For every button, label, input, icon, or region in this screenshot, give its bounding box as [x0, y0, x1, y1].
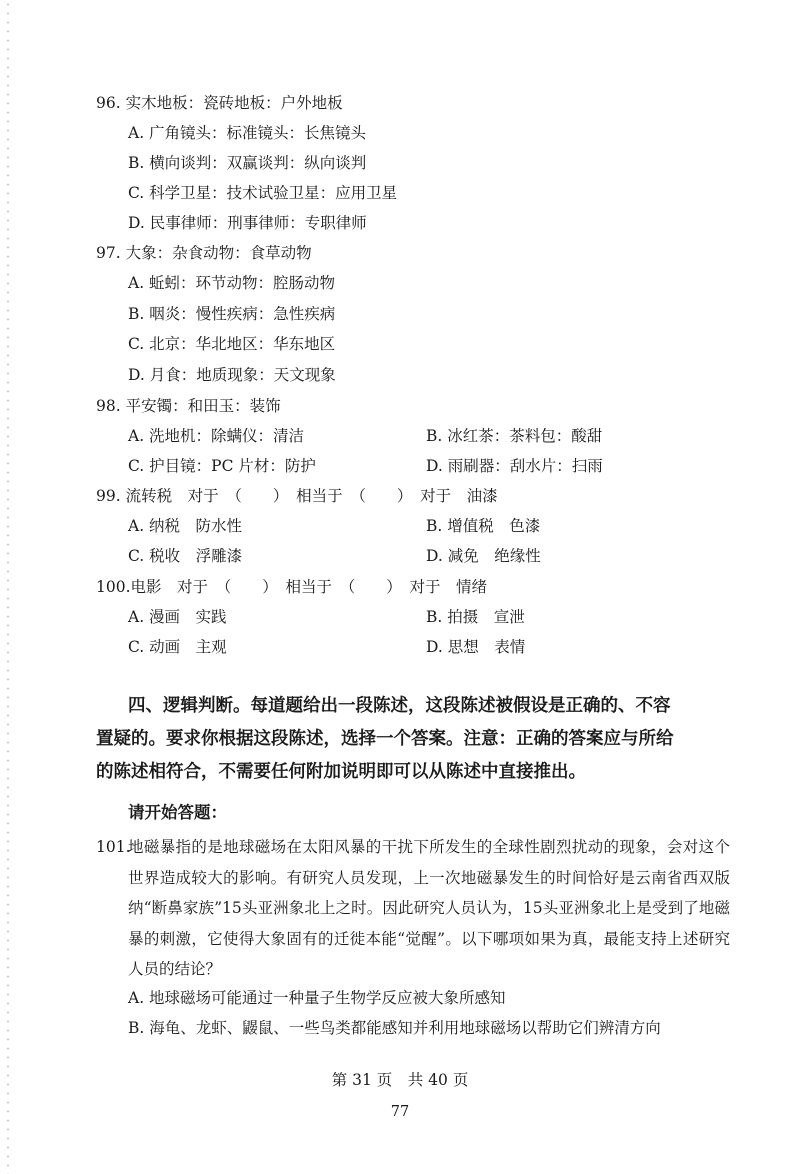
start-prompt: 请开始答题：	[128, 803, 227, 822]
question-100-option-c: C. 动画 主观	[128, 638, 227, 656]
question-101-text: 地磁暴指的是地球磁场在太阳风暴的干扰下所发生的全球性剧烈扰动的现象，会对这个世界造成较大的影响。有研究人员发现，上一次地磁暴发生的时间恰好是云南省西双版纳“断鼻家族”15头亚洲象北上之时。因此研究人员认为，15头亚洲象北上是受到了地磁暴的刺激，它使得大象固有的迁徙本能“觉醒”。以下哪项如果为真，最能支持上述研究人员的结论？	[128, 838, 730, 978]
section-heading-line-1: 四、逻辑判断。每道题给出一段陈述，这段陈述被假设是正确的、不容	[128, 696, 671, 716]
question-101-number: 101.	[96, 838, 131, 856]
question-97-option-c: C. 北京：华北地区：华东地区	[128, 335, 336, 353]
question-99-option-b: B. 增值税 色漆	[426, 517, 541, 535]
question-101-option-b: B. 海龟、龙虾、鼹鼠、一些鸟类都能感知并利用地球磁场以帮助它们辨清方向	[128, 1019, 661, 1037]
question-96-option-c: C. 科学卫星：技术试验卫星：应用卫星	[128, 184, 398, 202]
question-98-option-c: C. 护目镜：PC 片材：防护	[128, 457, 316, 475]
binding-margin-dots	[6, 0, 10, 1174]
question-99-option-c: C. 税收 浮雕漆	[128, 547, 243, 565]
question-96-option-b: B. 横向谈判：双赢谈判：纵向谈判	[128, 154, 367, 172]
question-99-option-a: A. 纳税 防水性	[128, 517, 243, 535]
question-96-stem: 96. 实木地板：瓷砖地板：户外地板	[96, 94, 343, 112]
question-100-stem: 100.电影 对于 （ ） 相当于 （ ） 对于 情绪	[96, 578, 488, 596]
section-heading-line-3: 的陈述相符合，不需要任何附加说明即可以从陈述中直接推出。	[96, 762, 586, 782]
question-100-option-b: B. 拍摄 宣泄	[426, 608, 525, 626]
question-98-stem: 98. 平安镯：和田玉：装饰	[96, 397, 281, 415]
question-99-option-d: D. 减免 绝缘性	[426, 547, 541, 565]
question-96-option-d: D. 民事律师：刑事律师：专职律师	[128, 214, 367, 232]
section-heading	[96, 690, 728, 789]
question-97-stem: 97. 大象：杂食动物：食草动物	[96, 244, 312, 262]
question-98-option-d: D. 雨刷器：刮水片：扫雨	[426, 457, 603, 475]
page-number: 77	[390, 1104, 410, 1120]
question-100-option-d: D. 思想 表情	[426, 638, 526, 656]
question-101-option-a: A. 地球磁场可能通过一种量子生物学反应被大象所感知	[128, 989, 506, 1007]
question-99-stem: 99. 流转税 对于 （ ） 相当于 （ ） 对于 油漆	[96, 487, 498, 505]
question-97-option-d: D. 月食：地质现象：天文现象	[128, 366, 336, 384]
page-label: 第 31 页 共 40 页	[331, 1071, 469, 1089]
question-98-option-b: B. 冰红茶：茶料包：酸甜	[426, 427, 603, 445]
question-97-option-a: A. 蚯蚓：环节动物：腔肠动物	[128, 274, 336, 292]
question-97-option-b: B. 咽炎：慢性疾病：急性疾病	[128, 305, 336, 323]
question-101	[96, 832, 730, 985]
question-98-option-a: A. 洗地机：除螨仪：清洁	[128, 427, 305, 445]
question-96-option-a: A. 广角镜头：标准镜头：长焦镜头	[128, 124, 367, 142]
question-100-option-a: A. 漫画 实践	[128, 608, 227, 626]
section-heading-line-2: 置疑的。要求你根据这段陈述，选择一个答案。注意：正确的答案应与所给	[96, 729, 674, 749]
